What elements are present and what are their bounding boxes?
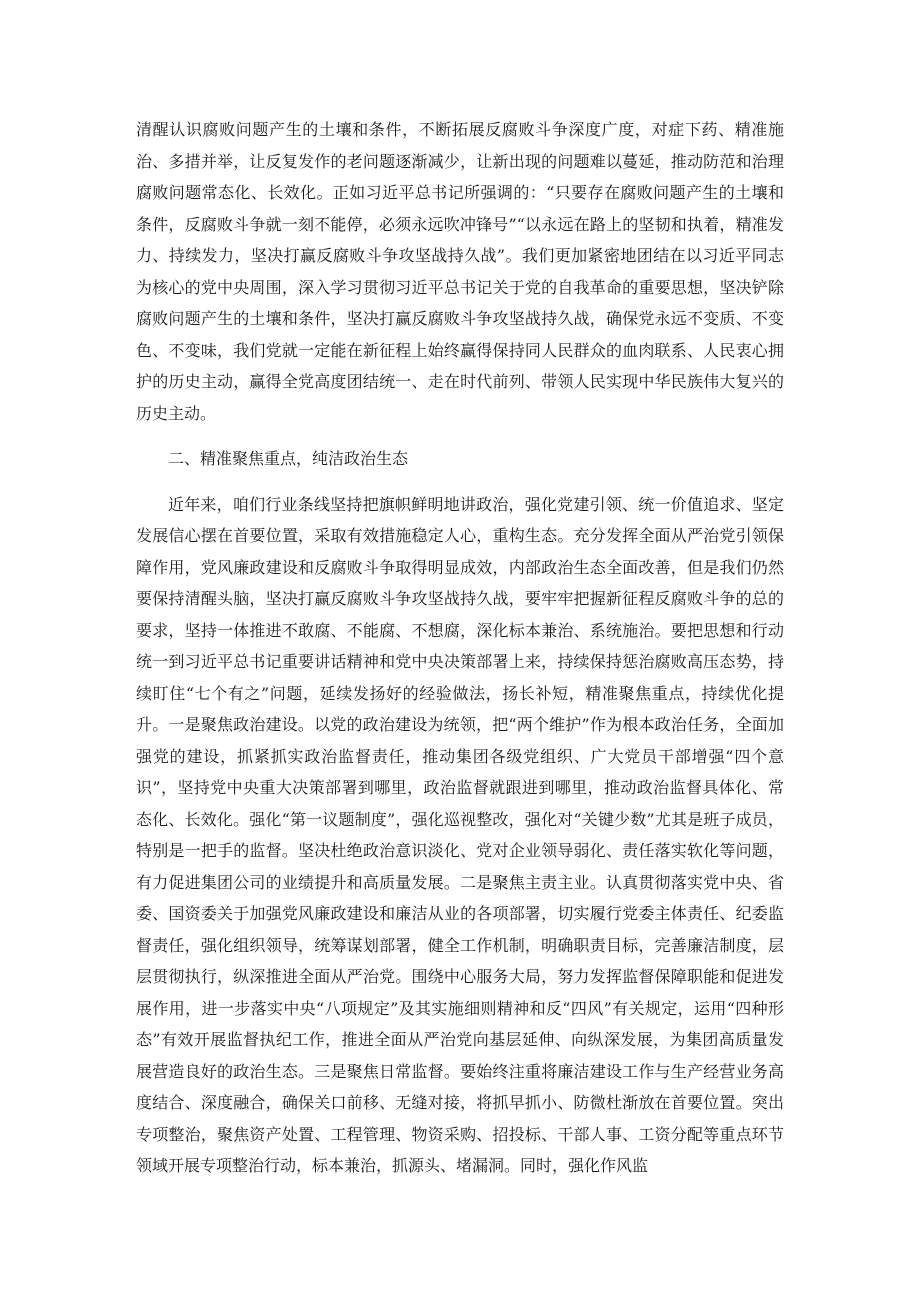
paragraph-body: 近年来，咱们行业条线坚持把旗帜鲜明地讲政治，强化党建引领、统一价值追求、坚定发展信心摆在首要位置，采取有效措施稳定人心，重构生态。充分发挥全面从严治党引领保障作用，党风廉政建设和反腐败斗争取得明显成效，内部政治生态全面改善，但是我们仍然要保持清醒头脑，坚决打赢反腐败斗争攻坚战持久战，要牢牢把握新征程反腐败斗争的总的要求，坚持一体推进不敢腐、不能腐、不想腐，深化标本兼治、系统施治。要把思想和行动统一到习近平总书记重要讲话精神和党中央决策部署上来，持续保持惩治腐败高压态势，持续盯住“七个有之”问题，延续发扬好的经验做法，扬长补短，精准聚焦重点，持续优化提升。一是聚焦政治建设。以党的政治建设为统领，把“两个维护”作为根本政治任务，全面加强党的建设，抓紧抓实政治监督责任，推动集团各级党组织、广大党员干部增强“四个意识”，坚持党中央重大决策部署到哪里，政治监督就跟进到哪里，推动政治监督具体化、常态化、长效化。强化“第一议题制度”，强化巡视整改，强化对“关键少数”尤其是班子成员，特别是一把手的监督。坚决杜绝政治意识淡化、党对企业领导弱化、责任落实软化等问题，有力促进集团公司的业绩提升和高质量发展。二是聚焦主责主业。认真贯彻落实党中央、省委、国资委关于加强党风廉政建设和廉洁从业的各项部署，切实履行党委主体责任、纪委监督责任，强化组织领导，统筹谋划部署，健全工作机制，明确职责目标，完善廉洁制度，层层贯彻执行，纵深推进全面从严治党。围绕中心服务大局，努力发挥监督保障职能和促进发展作用，进一步落实中央“八项规定”及其实施细则精神和反“四风”有关规定，运用“四种形态”有效开展监督执纪工作，推进全面从严治党向基层延伸、向纵深发展，为集团高质量发展营造良好的政治生态。三是聚焦日常监督。要始终注重将廉洁建设工作与生产经营业务高度结合、深度融合，确保关口前移、无缝对接，将抓早抓小、防微杜渐放在首要位置。突出专项整治，聚焦资产处置、工程管理、物资采购、招投标、干部人事、工资分配等重点环节领域开展专项整治行动，标本兼治，抓源头、堵漏洞。同时，强化作风监 — [136, 494, 784, 1175]
paragraph-continuation: 清醒认识腐败问题产生的土壤和条件，不断拓展反腐败斗争深度广度，对症下药、精准施治、多措并举，让反复发作的老问题逐渐减少，让新出现的问题难以蔓延，推动防范和治理腐败问题常态化、长效化。正如习近平总书记所强调的：“只要存在腐败问题产生的土壤和条件，反腐败斗争就一刻不能停，必须永远吹冲锋号”“以永远在路上的坚韧和执着，精准发力、持续发力，坚决打赢反腐败斗争攻坚战持久战”。我们更加紧密地团结在以习近平同志为核心的党中央周围，深入学习贯彻习近平总书记关于党的自我革命的重要思想，坚决铲除腐败问题产生的土壤和条件，坚决打赢反腐败斗争攻坚战持久战，确保党永远不变质、不变色、不变味，我们党就一定能在新征程上始终赢得保持同人民群众的血肉联系、人民衷心拥护的历史主动，赢得全党高度团结统一、走在时代前列、带领人民实现中华民族伟大复兴的历史主动。 — [136, 120, 784, 423]
section-heading: 二、精准聚焦重点，纯洁政治生态 — [168, 449, 409, 468]
document-body — [136, 114, 784, 1182]
